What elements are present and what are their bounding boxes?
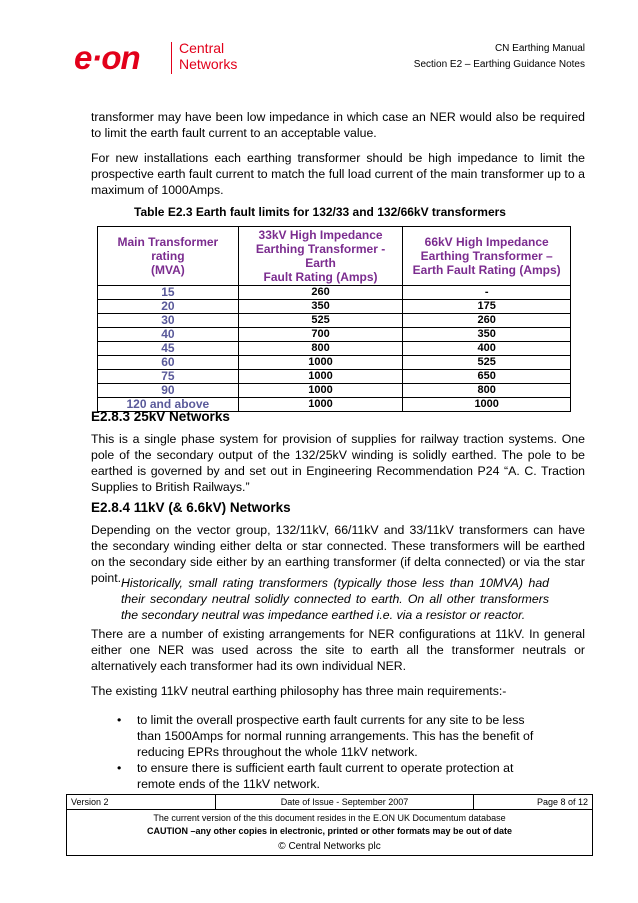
bullet-icon: • (117, 761, 122, 775)
footer-version: Version 2 (67, 795, 216, 810)
list-item: • to ensure there is sufficient earth fault current to operate protection at remote ends of the 11kV network. (117, 761, 514, 791)
footer-date: Date of Issue - September 2007 (216, 795, 474, 810)
table-row: 20 350 175 (98, 300, 571, 314)
document-header (414, 41, 585, 73)
list-item: • to limit the overall prospective earth fault currents for any site to be less than 1500Amps for normal running arrangements. This has the benefit of reducing EPRs throughout the whole 11kV network. (117, 713, 534, 759)
paragraph-new-installations: For new installations each earthing transformer should be high impedance to limit the prospective earth fault current to match the full load current of the main transformer up to a maximum of 1000Amps. (91, 151, 585, 197)
header-66kv: 66kV High Impedance Earthing Transformer – Earth Fault Rating (Amps) (403, 227, 571, 286)
table-caption: Table E2.3 Earth fault limits for 132/33 and 132/66kV transformers (134, 205, 506, 219)
manual-title: CN Earthing Manual (494, 43, 585, 54)
table-row: 15 260 - (98, 286, 571, 300)
logo-subtitle (179, 40, 237, 72)
footer-notice-row (67, 810, 593, 856)
logo-divider (171, 42, 172, 74)
paragraph-requirements: The existing 11kV neutral earthing philosophy has three main requirements:- (91, 684, 507, 698)
table-row: 75 1000 650 (98, 370, 571, 384)
logo-line-networks: Networks (179, 56, 238, 72)
table-row: 40 700 350 (98, 328, 571, 342)
section-title: Section E2 – Earthing Guidance Notes (413, 59, 585, 70)
table-row: 90 1000 800 (98, 384, 571, 398)
header-main-transformer: Main Transformer rating (MVA) (98, 227, 239, 286)
header-33kv: 33kV High Impedance Earthing Transformer -Earth Fault Rating (Amps) (238, 227, 403, 286)
table-row: 60 1000 525 (98, 356, 571, 370)
footer-meta-row (67, 795, 593, 810)
earth-fault-limits-table (97, 226, 571, 412)
paragraph-11kv-vector-group: Depending on the vector group, 132/11kV, 66/11kV and 33/11kV transformers can have the secondary winding either delta or star connected. These transformers will be earthed on the secondary side either by an earthing transformer (if delta connected) or via the star point. (91, 523, 585, 585)
bullet-icon: • (117, 713, 122, 727)
table-header-row (98, 227, 571, 286)
footer-database-note: The current version of the this document resides in the E.ON UK Documentum database (153, 813, 506, 823)
footer-page: Page 8 of 12 (474, 795, 593, 810)
company-logo (74, 36, 244, 80)
footer-notice (67, 810, 593, 856)
paragraph-low-impedance: transformer may have been low impedance in which case an NER would also be required to limit the earth fault current to an acceptable value. (91, 110, 585, 140)
paragraph-25kv: This is a single phase system for provision of supplies for railway traction systems. One pole of the secondary output of the 132/25kV winding is solidly earthed. The pole to be earthed is governed by and set out in Engineering Recommendation P24 “A. C. Traction Supplies to British Railways.” (91, 432, 585, 494)
italic-note-historically: Historically, small rating transformers (typically those less than 10MVA) had their secondary neutral solidly connected to earth. On all other transformers the secondary neutral was impedance earthed i.e. via a resistor or reactor. (121, 576, 549, 622)
requirements-list (114, 712, 544, 792)
heading-25kv-networks: E2.8.3 25kV Networks (91, 409, 230, 424)
footer-caution: CAUTION –any other copies in electronic, printed or other formats may be out of date (146, 826, 513, 836)
logo-line-central: Central (179, 40, 225, 56)
heading-11kv-networks: E2.8.4 11kV (& 6.6kV) Networks (91, 500, 291, 515)
paragraph-ner-arrangements: There are a number of existing arrangements for NER configurations at 11kV. In general either one NER was used across the site to earth all the transformer neutrals or alternatively each transformer had its own individual NER. (91, 627, 585, 673)
eon-logo-wordmark: e·on (74, 39, 140, 76)
table-row: 45 800 400 (98, 342, 571, 356)
table-row: 120 and above 1000 1000 (98, 398, 571, 412)
footer-copyright: © Central Networks plc (278, 841, 381, 852)
document-footer (66, 794, 593, 856)
table-row: 30 525 260 (98, 314, 571, 328)
